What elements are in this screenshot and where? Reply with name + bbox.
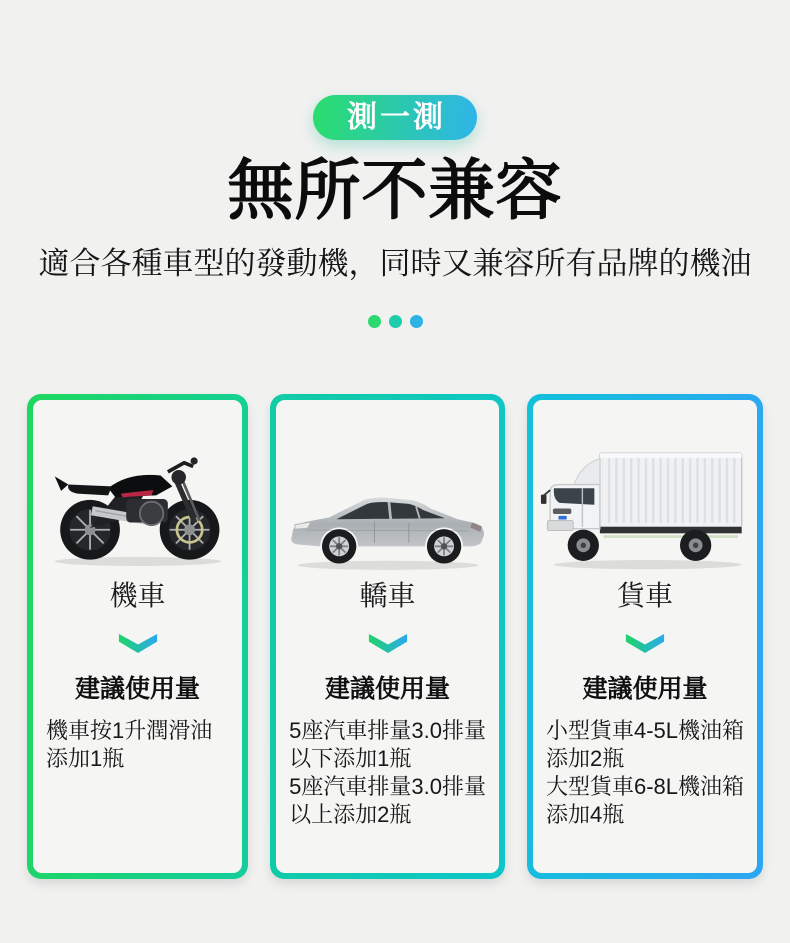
usage-line: 5座汽車排量3.0排量 — [289, 718, 486, 743]
card-truck — [527, 394, 763, 879]
usage-heading: 建議使用量 — [75, 675, 201, 703]
badge-label: 測一測 — [347, 100, 446, 134]
page-title: 無所不兼容 — [227, 153, 563, 227]
page-subtitle: 適合各種車型的發動機，同時又兼容所有品牌的機油 — [38, 246, 752, 281]
usage-line: 添加4瓶 — [545, 802, 625, 827]
usage-heading: 建議使用量 — [325, 675, 451, 703]
usage-line: 以上添加2瓶 — [289, 802, 412, 827]
card-motorcycle — [27, 394, 248, 879]
usage-line: 大型貨車6-8L機油箱 — [545, 774, 744, 799]
badge — [313, 95, 477, 140]
dot-green — [368, 315, 381, 328]
vehicle-label: 貨車 — [616, 580, 673, 611]
usage-line: 添加1瓶 — [46, 746, 125, 771]
motorcycle-image — [43, 426, 233, 572]
usage-text — [533, 717, 757, 829]
vehicle-label: 轎車 — [359, 580, 416, 611]
dot-teal — [389, 315, 402, 328]
chevron-down-icon — [117, 632, 159, 655]
usage-line: 添加2瓶 — [545, 746, 625, 771]
usage-line: 機車按1升潤滑油 — [46, 718, 213, 743]
chevron-down-icon — [624, 632, 666, 655]
vehicle-label: 機車 — [109, 580, 166, 611]
usage-heading: 建議使用量 — [582, 675, 708, 703]
sedan-image — [284, 470, 492, 572]
truck-image — [539, 444, 751, 572]
usage-line: 以下添加1瓶 — [289, 746, 412, 771]
usage-text — [33, 717, 242, 773]
usage-line: 小型貨車4-5L機油箱 — [545, 718, 744, 743]
vehicle-cards-row — [0, 394, 790, 879]
separator-dots — [0, 315, 790, 328]
dot-blue — [410, 315, 423, 328]
usage-text — [276, 717, 499, 829]
card-sedan — [270, 394, 505, 879]
usage-line: 5座汽車排量3.0排量 — [289, 774, 486, 799]
chevron-down-icon — [367, 632, 409, 655]
